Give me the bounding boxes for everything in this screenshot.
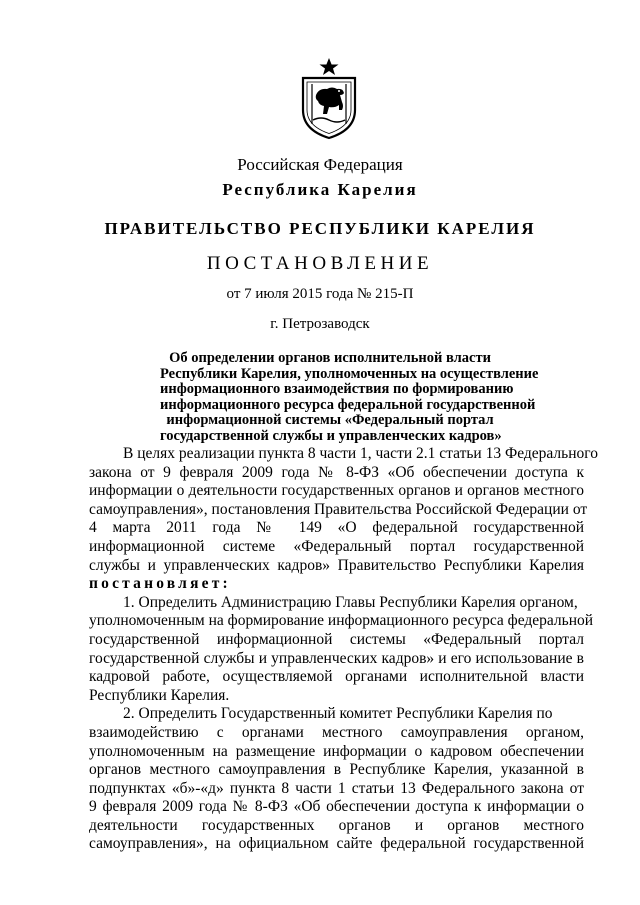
body-line: информации о деятельности государственных органов и органов местного bbox=[89, 482, 584, 500]
body-line: закона от 9 февраля 2009 года № 8-ФЗ «Об обеспечении доступа к bbox=[89, 463, 584, 481]
body-line: государственной службы и управленческих кадров» и его использование в bbox=[89, 649, 584, 667]
body-line: информационной системе «Федеральный портал государственной bbox=[89, 537, 584, 555]
body-line: деятельности государственных органов и органов местного bbox=[89, 816, 584, 834]
government-name: ПРАВИТЕЛЬСТВО РЕСПУБЛИКИ КАРЕЛИЯ bbox=[104, 219, 536, 238]
document-city: г. Петрозаводск bbox=[270, 316, 370, 332]
body-line: 1. Определить Администрацию Главы Республики Карелия органом, bbox=[123, 593, 578, 611]
body-line: взаимодействию с органами местного самоуправления органом, bbox=[89, 723, 584, 741]
body-line: органов местного самоуправления в Республике Карелия, указанной в bbox=[89, 761, 584, 779]
document-title bbox=[160, 350, 539, 444]
body-line: самоуправления», постановления Правительства Российской Федерации от bbox=[89, 500, 588, 518]
body-line: государственной информационной системы «Федеральный портал bbox=[89, 630, 584, 648]
body-line: уполномоченным на размещение информации о кадровом обеспечении bbox=[89, 742, 584, 760]
body-line: службы и управленческих кадров» Правительство Республики Карелия bbox=[89, 556, 584, 574]
body-line: Республики Карелия. bbox=[89, 686, 230, 704]
body-line: В целях реализации пункта 8 части 1, части 2.1 статьи 13 Федерального bbox=[123, 445, 598, 462]
document-type: ПОСТАНОВЛЕНИЕ bbox=[206, 253, 434, 274]
body-line: подпунктах «б»-«д» пункта 8 части 1 статьи 13 Федерального закона от bbox=[89, 779, 584, 797]
title-line: Об определении органов исполнительной власти bbox=[169, 350, 491, 366]
country-name: Российская Федерация bbox=[237, 155, 403, 174]
body-line: кадровой работе, осуществляемой органами исполнительной власти bbox=[89, 668, 584, 686]
body-line: 2. Определить Государственный комитет Республики Карелия по bbox=[123, 705, 553, 723]
body-line: уполномоченным на формирование информационного ресурса федеральной bbox=[89, 612, 594, 630]
body-line: 4 марта 2011 года № 149 «О федеральной государственной bbox=[89, 519, 584, 537]
title-line: государственной службы и управленческих кадров» bbox=[160, 427, 502, 444]
body-line: 9 февраля 2009 года № 8-ФЗ «Об обеспечении доступа к информации о bbox=[89, 798, 584, 816]
title-line: информационного взаимодействия по формированию bbox=[160, 381, 514, 397]
republic-name: Республика Карелия bbox=[222, 180, 418, 199]
title-line: информационного ресурса федеральной государственной bbox=[160, 396, 536, 413]
karelia-coat-of-arms-icon bbox=[299, 58, 359, 140]
body-line: самоуправления», на официальном сайте федеральной государственной bbox=[89, 835, 584, 853]
document-date-number: от 7 июля 2015 года № 215-П bbox=[226, 286, 414, 302]
title-line: Республики Карелия, уполномоченных на осуществление bbox=[160, 365, 539, 382]
document-body bbox=[89, 445, 598, 854]
title-line: информационной системы «Федеральный портал bbox=[166, 412, 494, 428]
resolves-word: постановляет: bbox=[89, 575, 231, 593]
